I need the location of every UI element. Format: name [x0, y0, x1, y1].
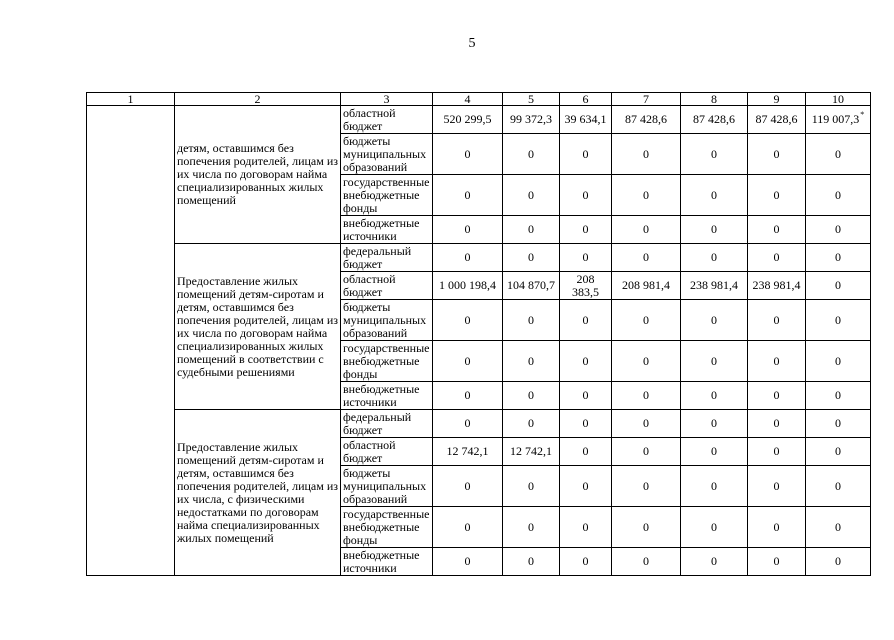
funding-source: внебюджетные источники [341, 382, 433, 410]
funding-source: федеральный бюджет [341, 244, 433, 272]
amount-cell: 0 [681, 175, 748, 216]
amount-cell: 0 [560, 382, 612, 410]
amount-cell: 0 [681, 134, 748, 175]
amount-cell: 0 [433, 548, 503, 576]
amount-cell: 0 [433, 382, 503, 410]
amount-cell: 0 [503, 507, 560, 548]
amount-cell: 0 [806, 438, 871, 466]
funding-source: государственные внебюджетные фонды [341, 341, 433, 382]
amount-cell: 0 [748, 507, 806, 548]
amount-cell: 0 [560, 134, 612, 175]
amount-cell: 0 [560, 300, 612, 341]
amount-cell: 87 428,6 [748, 106, 806, 134]
amount-cell: 1 000 198,4 [433, 272, 503, 300]
amount-cell: 0 [433, 466, 503, 507]
amount-cell: 87 428,6 [681, 106, 748, 134]
funding-source: внебюджетные источники [341, 216, 433, 244]
funding-source: бюджеты муниципальных образований [341, 134, 433, 175]
amount-cell: 0 [748, 438, 806, 466]
amount-cell: 0 [806, 410, 871, 438]
amount-cell: 0 [806, 507, 871, 548]
amount-cell: 87 428,6 [612, 106, 681, 134]
amount-cell: 0 [503, 341, 560, 382]
amount-cell: 0 [433, 507, 503, 548]
amount-cell: 208 383,5 [560, 272, 612, 300]
amount-cell: 0 [681, 382, 748, 410]
amount-cell: 0 [681, 341, 748, 382]
amount-cell: 0 [503, 300, 560, 341]
amount-cell: 0 [612, 410, 681, 438]
budget-table [86, 92, 871, 576]
amount-cell: 0 [433, 410, 503, 438]
amount-cell: 0 [806, 244, 871, 272]
amount-cell: 0 [748, 466, 806, 507]
amount-cell: 0 [560, 410, 612, 438]
amount-cell: 0 [433, 175, 503, 216]
column-header: 5 [503, 93, 560, 106]
amount-cell: 0 [560, 466, 612, 507]
column-header: 3 [341, 93, 433, 106]
amount-cell: 0 [806, 548, 871, 576]
column-header: 4 [433, 93, 503, 106]
amount-cell: 39 634,1 [560, 106, 612, 134]
column-header: 8 [681, 93, 748, 106]
amount-cell: 0 [433, 300, 503, 341]
amount-cell: 99 372,3 [503, 106, 560, 134]
amount-cell: 0 [748, 300, 806, 341]
amount-cell: 0 [612, 341, 681, 382]
column-header: 1 [87, 93, 175, 106]
amount-cell: 0 [503, 466, 560, 507]
amount-cell: 0 [560, 341, 612, 382]
amount-cell: 0 [612, 466, 681, 507]
amount-cell: 0 [748, 382, 806, 410]
task-description: детям, оставшимся без попечения родителей, лицам из их числа по договорам найма специализированных жилых помещений [175, 106, 341, 244]
amount-cell: 0 [612, 382, 681, 410]
table-row [87, 410, 871, 438]
amount-cell: 0 [806, 175, 871, 216]
amount-cell: 0 [806, 341, 871, 382]
amount-cell: 0 [503, 410, 560, 438]
amount-cell: 0 [681, 438, 748, 466]
amount-cell: 0 [681, 216, 748, 244]
funding-source: внебюджетные источники [341, 548, 433, 576]
amount-cell: 0 [681, 466, 748, 507]
column-header: 10 [806, 93, 871, 106]
amount-cell: 0 [560, 216, 612, 244]
task-description: Предоставление жилых помещений детям-сиротам и детям, оставшимся без попечения родителей, лицам из их числа по договорам найма специализированных жилых помещений в соответствии с судебными решениями [175, 244, 341, 410]
column-header: 2 [175, 93, 341, 106]
amount-cell: 0 [612, 134, 681, 175]
amount-cell: 0 [503, 548, 560, 576]
amount-cell: 0 [748, 548, 806, 576]
amount-cell: 12 742,1 [503, 438, 560, 466]
amount-cell: 0 [806, 300, 871, 341]
amount-cell: 0 [681, 244, 748, 272]
page-number: 5 [468, 36, 476, 51]
funding-source: федеральный бюджет [341, 410, 433, 438]
amount-cell: 0 [681, 507, 748, 548]
footnote-mark: * [860, 109, 865, 119]
amount-cell: 0 [503, 382, 560, 410]
table-row [87, 106, 871, 134]
amount-cell: 0 [748, 134, 806, 175]
amount-cell: 238 981,4 [748, 272, 806, 300]
amount-cell: 0 [806, 216, 871, 244]
amount-cell: 0 [806, 134, 871, 175]
amount-value: 119 007,3 [811, 111, 860, 126]
amount-cell: 0 [612, 507, 681, 548]
task-description: Предоставление жилых помещений детям-сиротам и детям, оставшимся без попечения родителей, лицам из их числа, с физическими недостатками по договорам найма специализированных жилых помещений [175, 410, 341, 576]
amount-cell: 238 981,4 [681, 272, 748, 300]
funding-source: областной бюджет [341, 272, 433, 300]
amount-cell: 0 [503, 134, 560, 175]
table-row [87, 244, 871, 272]
amount-cell-marked [806, 106, 871, 134]
column-header: 6 [560, 93, 612, 106]
amount-cell: 0 [560, 244, 612, 272]
amount-cell: 12 742,1 [433, 438, 503, 466]
amount-cell: 0 [612, 548, 681, 576]
amount-cell: 0 [681, 300, 748, 341]
amount-cell: 0 [612, 300, 681, 341]
amount-cell: 0 [503, 244, 560, 272]
amount-cell: 0 [748, 244, 806, 272]
header-row [87, 93, 871, 106]
amount-cell: 0 [681, 410, 748, 438]
amount-cell: 0 [433, 244, 503, 272]
amount-cell: 0 [748, 175, 806, 216]
funding-source: государственные внебюджетные фонды [341, 175, 433, 216]
amount-cell: 0 [748, 341, 806, 382]
amount-cell: 0 [806, 272, 871, 300]
amount-cell: 0 [433, 216, 503, 244]
column-1-cell [87, 106, 175, 576]
funding-source: государственные внебюджетные фонды [341, 507, 433, 548]
amount-cell: 0 [560, 507, 612, 548]
amount-cell: 0 [560, 175, 612, 216]
column-header: 7 [612, 93, 681, 106]
amount-cell: 0 [560, 548, 612, 576]
amount-cell: 208 981,4 [612, 272, 681, 300]
column-header: 9 [748, 93, 806, 106]
amount-cell: 104 870,7 [503, 272, 560, 300]
amount-cell: 0 [503, 216, 560, 244]
table-body [87, 93, 871, 576]
amount-cell: 0 [748, 216, 806, 244]
amount-cell: 0 [433, 341, 503, 382]
amount-cell: 0 [748, 410, 806, 438]
amount-cell: 0 [503, 175, 560, 216]
amount-cell: 0 [806, 382, 871, 410]
funding-source: бюджеты муниципальных образований [341, 466, 433, 507]
funding-source: областной бюджет [341, 106, 433, 134]
amount-cell: 0 [612, 216, 681, 244]
funding-source: бюджеты муниципальных образований [341, 300, 433, 341]
amount-cell: 520 299,5 [433, 106, 503, 134]
amount-cell: 0 [612, 175, 681, 216]
funding-source: областной бюджет [341, 438, 433, 466]
amount-cell: 0 [612, 244, 681, 272]
amount-cell: 0 [806, 466, 871, 507]
amount-cell: 0 [560, 438, 612, 466]
amount-cell: 0 [612, 438, 681, 466]
amount-cell: 0 [681, 548, 748, 576]
amount-cell: 0 [433, 134, 503, 175]
